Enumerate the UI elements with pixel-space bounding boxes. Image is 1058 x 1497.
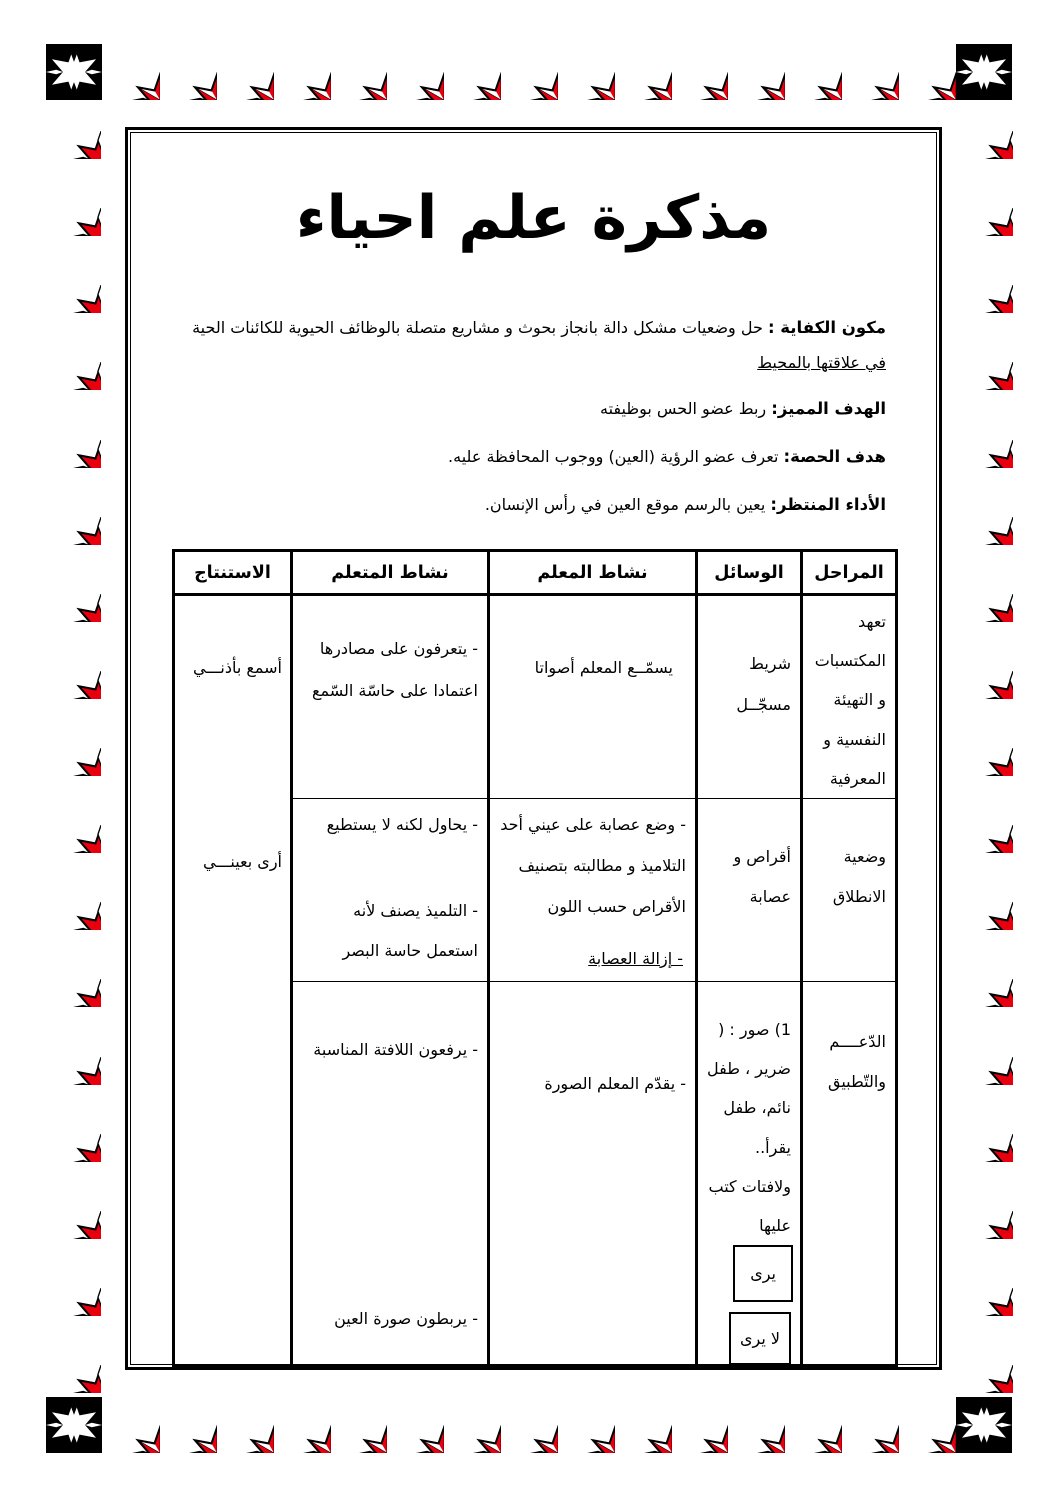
corner-star-icon (46, 44, 102, 100)
star-icon (616, 1397, 672, 1453)
star-icon (957, 489, 1013, 545)
star-icon (45, 489, 101, 545)
star-icon (331, 44, 387, 100)
star-icon (45, 103, 101, 159)
star-icon (45, 643, 101, 699)
star-icon (45, 797, 101, 853)
header-teacher: نشاط المعلم (489, 551, 697, 595)
conclusion-hear: أسمع بأذنـــي (192, 658, 282, 677)
star-icon (388, 1397, 444, 1453)
cell-teacher-row1: يسمّــع المعلم أصواتا (489, 595, 697, 799)
star-icon (957, 1183, 1013, 1239)
means-row3-text: 1) صور : ( ضرير ، طفل نائم، طفل يقرأ.. ولافتات كتب عليها (707, 1019, 791, 1235)
expected-performance-text: يعين بالرسم موقع العين في رأس الإنسان. (484, 494, 771, 514)
star-icon (957, 1106, 1013, 1162)
learner-row3-first: - يرفعون اللافتة المناسبة (313, 1039, 478, 1059)
learner-row2-second: - التلميذ يصنف لأنه استعمل حاسة البصر (342, 900, 478, 960)
header-conclusion: الاستنتاج (174, 551, 292, 595)
star-icon (616, 44, 672, 100)
star-icon (45, 1260, 101, 1316)
competency-tail: في علاقتها بالمحيط (757, 352, 886, 372)
star-icon (161, 44, 217, 100)
star-icon (672, 44, 728, 100)
star-icon (957, 103, 1013, 159)
star-icon (45, 874, 101, 930)
star-icon (843, 1397, 899, 1453)
star-icon (45, 720, 101, 776)
label-box-not-see: لا يرى (729, 1312, 791, 1365)
cell-teacher-row2 (489, 798, 697, 981)
star-icon (559, 1397, 615, 1453)
star-icon (331, 1397, 387, 1453)
star-icon (900, 1397, 956, 1453)
cell-conclusion (174, 595, 292, 1367)
corner-star-icon (46, 1397, 102, 1453)
star-icon (786, 44, 842, 100)
header-means: الوسائل (697, 551, 802, 595)
session-goal-label: هدف الحصة: (783, 446, 886, 466)
header-learner: نشاط المتعلم (292, 551, 489, 595)
corner-star-icon (956, 44, 1012, 100)
star-icon (502, 1397, 558, 1453)
conclusion-see: أرى بعينـــي (202, 852, 282, 871)
session-goal-text: تعرف عضو الرؤية (العين) ووجوب المحافظة عليه. (448, 446, 784, 466)
cell-stage-row1: تعهد المكتسبات و التهيئة النفسية و المعرفية (802, 595, 897, 799)
teacher-row2-remove-blindfold: - إزالة العصابة (588, 949, 683, 969)
star-icon (45, 951, 101, 1007)
page-title: مذكرة علم احياء (295, 183, 772, 253)
expected-performance-label: الأداء المنتظر: (770, 494, 886, 514)
table-header-row (174, 551, 897, 595)
star-icon (45, 1029, 101, 1085)
star-icon (104, 44, 160, 100)
star-icon (45, 334, 101, 390)
star-icon (445, 1397, 501, 1453)
cell-learner-row1: - يتعرفون على مصادرها اعتمادا على حاسّة السّمع (292, 595, 489, 799)
distinct-goal-label: الهدف المميز: (771, 399, 886, 419)
star-icon (45, 566, 101, 622)
header-stages: المراحل (802, 551, 897, 595)
distinct-goal-line (171, 392, 886, 427)
border-stars-left (45, 103, 101, 1393)
competency-label: مكون الكفاية : (767, 318, 886, 337)
star-icon (957, 797, 1013, 853)
lesson-objectives (171, 311, 886, 522)
learner-row2-first: - يحاول لكنه لا يستطيع (326, 814, 478, 834)
competency-text: حل وضعيات مشكل دالة بانجاز بحوث و مشاريع متصلة بالوظائف الحيوية للكائنات الحية (192, 318, 768, 337)
star-icon (275, 1397, 331, 1453)
star-icon (218, 1397, 274, 1453)
competency-line (171, 311, 886, 379)
star-icon (388, 44, 444, 100)
label-box-sees: يرى (733, 1245, 793, 1302)
star-icon (275, 44, 331, 100)
star-icon (45, 412, 101, 468)
star-icon (218, 44, 274, 100)
star-icon (104, 1397, 160, 1453)
cell-learner-row3 (292, 981, 489, 1367)
star-icon (957, 180, 1013, 236)
cell-stage-row3: الدّعــــم والتّطبيق (802, 981, 897, 1367)
star-icon (729, 44, 785, 100)
cell-learner-row2 (292, 798, 489, 981)
star-icon (729, 1397, 785, 1453)
star-icon (957, 566, 1013, 622)
teacher-row2-main: - وضع عصابة على عيني أحد التلاميذ و مطالبته بتصنيف الأقراص حسب اللون (500, 814, 686, 916)
star-icon (843, 44, 899, 100)
distinct-goal-text: ربط عضو الحس بوظيفته (600, 399, 772, 419)
star-icon (45, 1183, 101, 1239)
star-icon (672, 1397, 728, 1453)
star-icon (957, 334, 1013, 390)
star-icon (559, 44, 615, 100)
cell-means-row2: أقراص و عصابة (697, 798, 802, 981)
star-icon (957, 720, 1013, 776)
star-icon (957, 1260, 1013, 1316)
star-icon (502, 44, 558, 100)
star-icon (957, 643, 1013, 699)
star-icon (957, 951, 1013, 1007)
learner-row3-second: - يربطون صورة العين (334, 1308, 478, 1328)
star-icon (957, 1337, 1013, 1393)
star-icon (957, 874, 1013, 930)
border-stars-right (957, 103, 1013, 1393)
cell-means-row1: شريط مسجّــل (697, 595, 802, 799)
cell-teacher-row3: - يقدّم المعلم الصورة (489, 981, 697, 1367)
star-icon (957, 1029, 1013, 1085)
cell-stage-row2: وضعية الانطلاق (802, 798, 897, 981)
table-row (174, 595, 897, 799)
star-icon (445, 44, 501, 100)
border-stars-top (104, 44, 956, 100)
star-icon (45, 257, 101, 313)
lesson-plan-table (172, 549, 898, 1368)
star-icon (957, 412, 1013, 468)
star-icon (45, 1106, 101, 1162)
cell-means-row3 (697, 981, 802, 1367)
corner-star-icon (956, 1397, 1012, 1453)
border-stars-bottom (104, 1397, 956, 1453)
star-icon (45, 1337, 101, 1393)
star-icon (786, 1397, 842, 1453)
session-goal-line (171, 440, 886, 475)
star-icon (957, 257, 1013, 313)
star-icon (45, 180, 101, 236)
star-icon (161, 1397, 217, 1453)
expected-performance-line (171, 488, 886, 523)
star-icon (900, 44, 956, 100)
